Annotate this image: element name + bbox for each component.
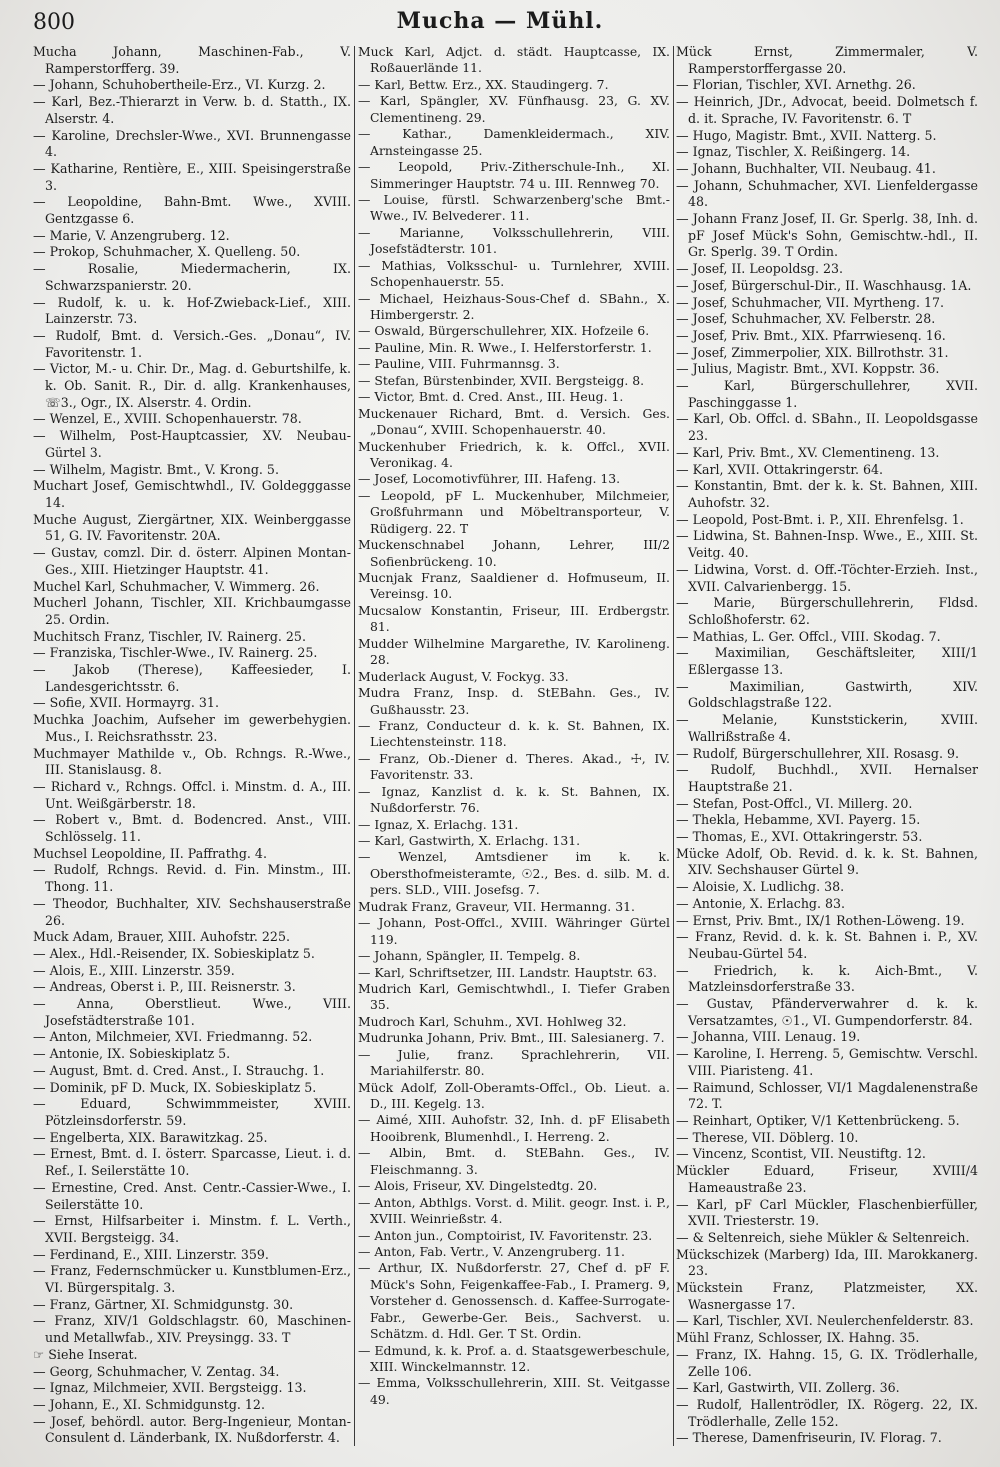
directory-entry: — Louise, fürstl. Schwarzenberg'sche Bmt.-Wwe., IV. Belvederег. 11. [358,191,670,224]
directory-entry: — Karl, Tischler, XVI. Neulerchenfelderstr. 83. [676,1313,974,1329]
directory-entry: Mudra Franz, Insp. d. StEBahn. Ges., IV. Gußhausstr. 23. [358,685,670,717]
directory-entry: Mucsalow Konstantin, Friseur, III. Erdbergstr. 81. [358,602,670,635]
directory-entry: Muchsel Leopoldine, II. Paffrathg. 4. [33,845,267,861]
directory-entry: Muck Adam, Brauer, XIII. Auhofstr. 225. [33,929,290,945]
directory-entry: — Johanna, VIII. Lenaug. 19. [676,1029,861,1045]
directory-entry: — Franz, Ob.-Diener d. Theres. Akad., ☩, IV. Favoritenstr. 33. [358,750,670,783]
directory-entry: — Reinhart, Optiker, V/1 Kettenbrückeng. 5. [676,1113,960,1128]
directory-entry: — Anton, Abthlgs. Vorst. d. Milit. geogr. Inst. i. P., XVIII. Weinrießstr. 4. [358,1194,670,1227]
directory-entry: — Ignaz, X. Erlachg. 131. [358,816,519,832]
directory-entry: — Hugo, Magistr. Bmt., XVII. Natterg. 5. [676,127,937,143]
directory-entry: — Richard v., Rchngs. Offcl. i. Minstm. d. A., III. Unt. Weißgärberstr. 18. [33,778,351,811]
directory-entry: — Ignaz, Milchmeier, XVII. Bergsteigg. 13. [33,1380,307,1396]
directory-entry: — Pauline, Min. R. Wwe., I. Helferstorferstr. 1. [358,339,652,355]
directory-entry: — Kathar., Damenkleidermach., XIV. Arnsteingasse 25. [358,126,670,158]
directory-entry: — Franz, Gärtner, XI. Schmidgunstg. 30. [33,1296,294,1312]
directory-entry: — August, Bmt. d. Cred. Anst., I. Strauchg. 1. [33,1062,325,1078]
directory-entry: Muckenschnabel Johann, Lehrer, III/2 Sofienbrückeng. 10. [358,537,670,569]
directory-entry: — Oswald, Bürgerschullehrer, XIX. Hofzeile 6. [358,323,650,339]
directory-entry: — Sofie, XVII. Hormayrg. 31. [33,695,219,711]
directory-entry: ☞ Siehe Inserat. [33,1346,138,1362]
page-number: 800 [33,10,75,35]
directory-entry: Mudrak Franz, Graveur, VII. Hermanng. 31. [358,898,635,914]
directory-entry: — Ignaz, Kanzlist d. k. k. St. Bahnen, IX. Nußdorferstr. 76. [358,783,670,816]
directory-entry: Mudroch Karl, Schuhm., XVI. Hohlweg 32. [358,1013,627,1029]
directory-entry: — Franz, Federnschmücker u. Kunstblumen-Erz., VI. Bürgerspitalg. 3. [33,1263,351,1296]
directory-entry: Mückstein Franz, Platzmeister, XX. Wasnergasse 17. [676,1280,978,1312]
directory-entry: — Julius, Magistr. Bmt., XVI. Koppstr. 36. [676,361,940,377]
directory-entry: — Karl, Gastwirth, X. Erlachg. 131. [358,833,581,848]
directory-entry: — Leopold, pF L. Muckenhuber, Milchmeier, Großfuhrmann und Möbeltransporteur, V. Rüdigerg. 22. T [358,487,670,536]
directory-entry: — Prokop, Schuhmacher, X. Quelleng. 50. [33,244,301,260]
directory-entry: — Konstantin, Bmt. der k. k. St. Bahnen, XIII. Auhofstr. 32. [676,478,978,510]
directory-entry: Muchart Josef, Gemischtwhdl., IV. Goldegggasse 14. [33,478,351,510]
directory-entry: — Emma, Volksschullehrerin, XIII. St. Veitgasse 49. [358,1375,670,1407]
directory-entry: — Franz, Revid. d. k. k. St. Bahnen i. P., XV. Neubau-Gürtel 54. [676,929,978,961]
directory-entry: Mückschizek (Marberg) Ida, III. Marokkanerg. 23. [676,1246,978,1279]
directory-entry: — Karl, XVII. Ottakringerstr. 64. [676,461,884,477]
directory-entry: — Karl, Bettw. Erz., XX. Staudingerg. 7. [358,76,609,92]
directory-entry: — Thekla, Hebamme, XVI. Payerg. 15. [676,812,921,828]
directory-entry: Mucha Johann, Maschinen-Fab., V. Ramperstorfferg. 39. [33,44,351,76]
directory-entry: — Marianne, Volksschullehrerin, VIII. Josefstädterstr. 101. [358,224,670,257]
column-1 [33,44,351,1454]
directory-entry: — Therese, VII. Döblerg. 10. [676,1129,859,1145]
directory-entry: — Vincenz, Scontist, VII. Neustiftg. 12. [676,1146,926,1162]
directory-entry: — Ernst, Hilfsarbeiter i. Minstm. f. L. Verth., XVII. Bergsteigg. 34. [33,1213,351,1245]
directory-entry: — Maximilian, Gastwirth, XIV. Goldschlagstraße 122. [676,678,978,711]
directory-entry: — & Seltenreich, siehe Mükler & Seltenreich. [676,1229,970,1245]
directory-entry: — Franz, Conducteur d. k. k. St. Bahnen, IX. Liechtensteinstr. 118. [358,717,670,750]
directory-entry: — Rosalie, Miedermacherin, IX. Schwarzspanierstr. 20. [33,261,351,293]
directory-entry: — Franz, IX. Hahng. 15, G. IX. Trödlerhalle, Zelle 106. [676,1346,978,1379]
directory-entry: — Victor, M.- u. Chir. Dr., Mag. d. Geburtshilfe, k. k. Ob. Sanit. R., Dir. d. allg. Krankenhauses, ☏3., Ogr., IX. Alserstr. 4. Ordin. [33,361,351,410]
directory-entry: — Gustav, Pfänderverwahrer d. k. k. Versatzamtes, ☉1., VI. Gumpendorferstr. 84. [676,996,978,1028]
directory-entry: Mück Ernst, Zimmermaler, V. Ramperstorffergasse 20. [676,44,978,76]
directory-entry: — Thomas, E., XVI. Ottakringerstr. 53. [676,829,923,845]
directory-entry: — Victor, Bmt. d. Cred. Anst., III. Heug. 1. [358,389,624,405]
column-divider [354,46,355,1446]
directory-entry: — Wilhelm, Magistr. Bmt., V. Krong. 5. [33,461,279,477]
directory-entry: Muderlack August, V. Fockyg. 33. [358,668,569,684]
directory-entry: — Karl, Spängler, XV. Fünfhausg. 23, G. XV. Clementineng. 29. [358,93,670,125]
directory-entry: — Johann Franz Josef, II. Gr. Sperlg. 38, Inh. d. pF Josef Mück's Sohn, Gemischtw.-hdl., II. Gr. Sperlg. 39. T Ordin. [676,211,978,260]
directory-entry: — Heinrich, JDr., Advocat, beeid. Dolmetsch f. d. it. Sprache, IV. Favoritenstr. 6. T [676,94,978,126]
directory-entry: — Josef, Schuhmacher, XV. Felberstr. 28. [676,311,936,327]
directory-entry: — Engelberta, XIX. Barawitzkag. 25. [33,1129,268,1145]
directory-entry: Muchka Joachim, Aufseher im gewerbehygien. Mus., I. Reichsrathsstr. 23. [33,712,351,744]
directory-entry: — Julie, franz. Sprachlehrerin, VII. Mariahilferstr. 80. [358,1046,670,1079]
directory-entry: Mucherl Johann, Tischler, XII. Krichbaumgasse 25. Ordin. [33,595,351,627]
directory-entry: Mudrich Karl, Gemischtwhdl., I. Tiefer Graben 35. [358,980,670,1013]
directory-entry: — Johann, Spängler, II. Tempelg. 8. [358,948,581,964]
directory-entry: — Michael, Heizhaus-Sous-Chef d. SBahn., X. Himbergerstr. 2. [358,290,670,322]
page-title: Mucha — Mühl. [396,8,604,34]
page-header [0,0,1000,44]
directory-entry: Mücke Adolf, Ob. Revid. d. k. k. St. Bahnen, XIV. Sechshauser Gürtel 9. [676,845,978,878]
directory-entry: Mudder Wilhelmine Margarethe, IV. Karolineng. 28. [358,635,670,668]
directory-entry: — Anna, Oberstlieut. Wwe., VIII. Josefstädterstraße 101. [33,996,351,1028]
directory-entry: — Johann, Schuhobertheile-Erz., VI. Kurzg. 2. [33,77,326,93]
directory-entry: — Leopold, Priv.-Zitherschule-Inh., XI. Simmeringer Hauptstr. 74 u. III. Rennweg 70. [358,159,670,191]
directory-entry: — Lidwina, St. Bahnen-Insp. Wwe., E., XIII. St. Veitg. 40. [676,528,978,561]
directory-entry: — Therese, Damenfriseurin, IV. Florag. 7. [676,1430,942,1446]
directory-entry: — Dominik, pF D. Muck, IX. Sobieskiplatz 5. [33,1079,317,1095]
directory-entry: — Stefan, Bürstenbinder, XVII. Bergsteigg. 8. [358,372,645,388]
directory-entry: — Anton, Milchmeier, XVI. Friedmanng. 52. [33,1029,313,1045]
directory-entry: Muche August, Ziergärtner, XIX. Weinberggasse 51, G. IV. Favoritenstr. 20A. [33,511,351,544]
directory-entry: — Maximilian, Geschäftsleiter, XIII/1 Eßlergasse 13. [676,645,978,678]
directory-entry: — Wenzel, E., XVIII. Schopenhauerstr. 78. [33,411,302,427]
directory-entry: Muckenauer Richard, Bmt. d. Versich. Ges. „Donau“, XVIII. Schopenhauerstr. 40. [358,405,670,438]
directory-entry: — Antonie, IX. Sobieskiplatz 5. [33,1046,231,1062]
directory-entry: — Josef, Locomotivführer, III. Hafeng. 13. [358,471,621,487]
directory-entry: Mucnjak Franz, Saaldiener d. Hofmuseum, II. Vereinsg. 10. [358,570,670,602]
directory-entry: — Josef, Zimmerpolier, XIX. Billrothstr. 31. [676,344,949,360]
directory-entry: — Ernest, Bmt. d. I. österr. Sparcasse, Lieut. i. d. Ref., I. Seilerstätte 10. [33,1146,351,1179]
directory-entry: — Leopoldine, Bahn-Bmt. Wwe., XVIII. Gentzgasse 6. [33,194,351,227]
directory-entry: Mückler Eduard, Friseur, XVIII/4 Hameaustraße 23. [676,1163,978,1195]
directory-entry: — Mathias, Volksschul- u. Turnlehrer, XVIII. Schopenhauerstr. 55. [358,257,670,290]
directory-entry: — Friedrich, k. k. Aich-Bmt., V. Matzleinsdorferstraße 33. [676,962,978,995]
directory-entry: — Karoline, Drechsler-Wwe., XVI. Brunnengasse 4. [33,127,351,160]
directory-entry: — Marie, V. Anzengruberg. 12. [33,227,230,243]
directory-entry: — Mathias, L. Ger. Offcl., VIII. Skodag. 7. [676,628,941,644]
directory-entry: Mühl Franz, Schlosser, IX. Hahng. 35. [676,1330,920,1346]
directory-entry: Muchmayer Mathilde v., Ob. Rchngs. R.-Wwe., III. Stanislausg. 8. [33,745,351,778]
directory-entry: — Alex., Hdl.-Reisender, IX. Sobieskiplatz 5. [33,945,315,961]
directory-entry: — Josef, behördl. autor. Berg-Ingenieur, Montan-Consulent d. Länderbank, IX. Nußdorferstr. 4. [33,1413,351,1446]
directory-entry: — Rudolf, Rchngs. Revid. d. Fin. Minstm., III. Thong. 11. [33,862,351,895]
directory-entry: Muchel Karl, Schuhmacher, V. Wimmerg. 26. [33,578,320,594]
directory-entry: — Franz, XIV/1 Goldschlagstr. 60, Maschinen- und Metallwfab., XIV. Preysingg. 33. T [33,1313,351,1346]
directory-entry: — Johann, Buchhalter, VII. Neubaug. 41. [676,160,936,176]
directory-entry: — Edmund, k. k. Prof. a. d. Staatsgewerbeschule, XIII. Winckelmannstr. 12. [358,1342,670,1374]
directory-entry: — Josef, Priv. Bmt., XIX. Pfarrwiesenq. 16. [676,327,946,343]
directory-entry: — Rudolf, k. u. k. Hof-Zwieback-Lief., XIII. Lainzerstr. 73. [33,294,351,327]
directory-entry: — Alois, E., XIII. Linzerstr. 359. [33,962,235,978]
directory-entry: — Karl, Bez.-Thierarzt in Verw. b. d. Statth., IX. Alserstr. 4. [33,94,351,126]
column-3 [676,44,978,1454]
directory-entry: — Leopold, Post-Bmt. i. P., XII. Ehrenfelsg. 1. [676,511,964,527]
directory-entry: — Andreas, Oberst i. P., III. Reisnerstr. 3. [33,979,296,995]
directory-entry: — Pauline, VIII. Fuhrmannsg. 3. [358,356,560,372]
directory-entry: — Karl, Ob. Offcl. d. SBahn., II. Leopoldsgasse 23. [676,411,978,444]
directory-entry: — Anton jun., Comptoirist, IV. Favoritenstr. 23. [358,1227,653,1243]
directory-entry: — Ferdinand, E., XIII. Linzerstr. 359. [33,1246,269,1262]
directory-entry: — Katharine, Rentière, E., XIII. Speisingerstraße 3. [33,160,351,193]
directory-entry: — Rudolf, Buchhdl., XVII. Hernalser Hauptstraße 21. [676,762,978,794]
directory-entry: — Johann, Schuhmacher, XVI. Lienfeldergasse 48. [676,177,978,210]
directory-entry: — Melanie, Kunststickerin, XVIII. Wallrißstraße 4. [676,712,978,744]
directory-entry: — Marie, Bürgerschullehrerin, Fldsd. Schloßhoferstr. 62. [676,595,978,627]
directory-entry: — Jakob (Therese), Kaffeesieder, I. Landesgerichtsstr. 6. [33,662,351,694]
directory-entry: — Florian, Tischler, XVI. Arnethg. 26. [676,77,916,93]
directory-entry: — Ernestine, Cred. Anst. Centr.-Cassier-Wwe., I. Seilerstätte 10. [33,1179,351,1212]
directory-entry: — Albin, Bmt. d. StEBahn. Ges., IV. Fleischmanng. 3. [358,1145,670,1177]
directory-entry: — Stefan, Post-Offcl., VI. Millerg. 20. [676,795,913,811]
directory-entry: Muckenhuber Friedrich, k. k. Offcl., XVII. Veronikag. 4. [358,438,670,470]
directory-entry: — Raimund, Schlosser, VI/1 Magdalenenstraße 72. T. [676,1079,978,1112]
directory-entry: Mudrunka Johann, Priv. Bmt., III. Salesianerg. 7. [358,1030,665,1046]
directory-entry: Mück Adolf, Zoll-Oberamts-Offcl., Ob. Lieut. a. D., III. Kegelg. 13. [358,1079,670,1111]
directory-entry: — Aloisie, X. Ludlichg. 38. [676,879,845,895]
directory-entry: — Antonie, X. Erlachg. 83. [676,895,846,911]
directory-entry: — Gustav, comzl. Dir. d. österr. Alpinen Montan-Ges., XIII. Hietzinger Hauptstr. 41. [33,545,351,577]
directory-entry: — Aimé, XIII. Auhofstr. 32, Inh. d. pF Elisabeth Hooibrenk, Blumenhdl., I. Herreng. 2. [358,1112,670,1144]
directory-entry: — Franziska, Tischler-Wwe., IV. Rainerg. 25. [33,645,318,661]
directory-entry: — Wilhelm, Post-Hauptcassier, XV. Neubau-Gürtel 3. [33,428,351,460]
directory-entry: — Rudolf, Hallentrödler, IX. Rögerg. 22, IX. Trödlerhalle, Zelle 152. [676,1396,978,1429]
directory-entry: — Georg, Schuhmacher, V. Zentag. 34. [33,1363,280,1379]
directory-entry: — Johann, Post-Offcl., XVIII. Währinger Gürtel 119. [358,915,670,947]
directory-entry: — Rudolf, Bmt. d. Versich.-Ges. „Donau“, IV. Favoritenstr. 1. [33,327,351,360]
directory-entry: Muck Karl, Adjct. d. städt. Hauptcasse, IX. Roßauerlände 11. [358,44,670,76]
directory-entry: — Robert v., Bmt. d. Bodencred. Anst., VIII. Schlösselg. 11. [33,812,351,845]
directory-entry: — Karoline, I. Herreng. 5, Gemischtw. Verschl. VIII. Piaristeng. 41. [676,1046,978,1078]
directory-entry: — Karl, pF Carl Mückler, Flaschenbierfüller, XVII. Triesterstr. 19. [676,1196,978,1229]
directory-entry: Muchitsch Franz, Tischler, IV. Rainerg. 25. [33,628,306,644]
directory-entry: — Eduard, Schwimmmeister, XVIII. Pötzleinsdorferstr. 59. [33,1096,351,1128]
directory-entry: — Josef, Schuhmacher, VII. Myrtheng. 17. [676,294,944,310]
directory-entry: — Anton, Fab. Vertr., V. Anzengruberg. 11. [358,1243,625,1259]
column-divider [673,46,674,1446]
directory-entry: — Karl, Priv. Bmt., XV. Clementineng. 13. [676,444,940,460]
directory-entry: — Ernst, Priv. Bmt., IX/1 Rothen-Löweng. 19. [676,912,965,928]
directory-entry: — Rudolf, Bürgerschullehrer, XII. Rosasg. 9. [676,745,959,761]
directory-entry: — Johann, E., XI. Schmidgunstg. 12. [33,1396,265,1412]
directory-entry: — Theodor, Buchhalter, XIV. Sechshauserstraße 26. [33,895,351,928]
directory-entry: — Karl, Schriftsetzer, III. Landstr. Hauptstr. 63. [358,964,657,980]
directory-entry: — Karl, Gastwirth, VII. Zollerg. 36. [676,1380,900,1396]
directory-entry: — Arthur, IX. Nußdorferstr. 27, Chef d. pF F. Mück's Sohn, Feigenkaffee-Fab., I. Pramerg. 9, Vorsteher d. Genossensch. d. Kaffee-Surrogate-Fabr., Gewerbe-Ger. Beis., Sachverst. u. Schätzm. d. Hdl. Ger. T St. Ordin. [358,1260,670,1342]
directory-entry: — Alois, Friseur, XV. Dingelstedtg. 20. [358,1178,598,1194]
column-2 [358,44,670,1454]
directory-entry: — Josef, II. Leopoldsg. 23. [676,261,844,277]
directory-entry: — Wenzel, Amtsdiener im k. k. Obersthofmeisteramte, ☉2., Bes. d. silb. M. d. pers. SLD., VIII. Josefsg. 7. [358,849,670,898]
directory-entry: — Josef, Bürgerschul-Dir., II. Waschhausg. 1A. [676,277,972,293]
directory-entry: — Lidwina, Vorst. d. Off.-Töchter-Erzieh. Inst., XVII. Calvarienbergg. 15. [676,561,978,594]
directory-entry: — Ignaz, Tischler, X. Reißingerg. 14. [676,144,911,160]
directory-entry: — Karl, Bürgerschullehrer, XVII. Paschinggasse 1. [676,378,978,410]
